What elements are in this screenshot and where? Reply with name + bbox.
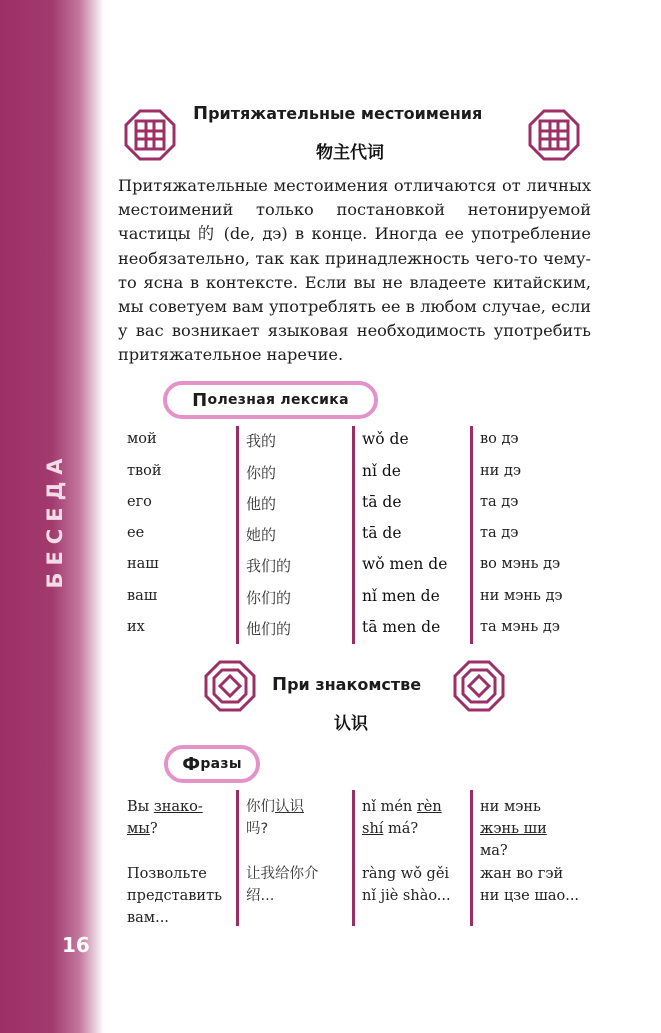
phrase-reading: ни мэнь жэнь ши ма? xyxy=(480,799,547,859)
table-cell-reading: ни дэ xyxy=(480,463,521,479)
table-cell-reading: та мэнь дэ xyxy=(480,619,560,635)
ornament-left-icon xyxy=(124,109,176,161)
ornament-right-icon xyxy=(453,660,505,712)
table-cell-cn: 我们的 xyxy=(246,557,292,575)
table-cell-pinyin: nǐ men de xyxy=(362,587,440,605)
table-cell-ru: твой xyxy=(127,463,162,479)
table-cell-cn: 你们的 xyxy=(246,589,292,607)
phrase-pinyin: ràng wǒ gěi nǐ jiè shào... xyxy=(362,866,451,904)
phrase-ru: Вы знако- мы? xyxy=(127,799,203,837)
table-cell-ru: ее xyxy=(127,525,145,541)
table-cell-reading: та дэ xyxy=(480,494,519,510)
table-cell-reading: та дэ xyxy=(480,525,519,541)
table-divider xyxy=(470,426,473,644)
table-cell-cn: 他们的 xyxy=(246,620,292,638)
section-title: Притяжательные местоимения xyxy=(193,103,483,124)
table-cell-reading: ни мэнь дэ xyxy=(480,588,563,604)
table-cell-pinyin: wǒ de xyxy=(362,430,409,448)
phrase-ru: Позвольте представить вам... xyxy=(127,866,222,926)
table-cell-pinyin: tā de xyxy=(362,524,402,542)
table-divider xyxy=(236,790,239,926)
table-cell-cn: 你的 xyxy=(246,464,277,482)
table-cell-cn: 我的 xyxy=(246,432,277,450)
table-divider xyxy=(352,426,355,644)
section-title-cn: 物主代词 xyxy=(316,143,384,163)
table-cell-ru: их xyxy=(127,619,145,635)
table-cell-reading: во дэ xyxy=(480,431,519,447)
table-cell-cn: 他的 xyxy=(246,495,277,513)
ornament-left-icon xyxy=(204,660,256,712)
table-cell-ru: его xyxy=(127,494,152,510)
vocab-label: П олезная лексика xyxy=(163,381,378,419)
table-cell-cn: 她的 xyxy=(246,526,277,544)
table-cell-reading: во мэнь дэ xyxy=(480,556,561,572)
section-label: БЕСЕДА xyxy=(43,451,67,589)
phrase-cn: 你们认识 吗? xyxy=(246,799,304,837)
ornament-right-icon xyxy=(528,109,580,161)
page-number: 16 xyxy=(62,933,90,957)
table-cell-pinyin: tā men de xyxy=(362,618,441,636)
section-title: При знакомстве xyxy=(272,674,422,695)
table-cell-ru: ваш xyxy=(127,588,158,604)
section-title-cn: 认识 xyxy=(334,714,368,734)
table-cell-pinyin: nǐ de xyxy=(362,462,401,480)
table-cell-ru: наш xyxy=(127,556,159,572)
table-cell-pinyin: wǒ men de xyxy=(362,555,448,573)
table-divider xyxy=(470,790,473,926)
table-cell-pinyin: tā de xyxy=(362,493,402,511)
phrase-pinyin: nǐ mén rèn shí má? xyxy=(362,799,442,837)
phrase-cn: 让我给你介 绍... xyxy=(246,866,319,904)
phrases-label: Ф разы xyxy=(164,745,260,783)
intro-paragraph: Притяжательные местоимения отличаются от личных местоимений только постановкой нетонируемой частицы 的 (de, дэ) в конце. Иногда ее употребление необязательно, так как принадлежность чего-то чему-то ясна в контексте. Если вы не владеете китайским, мы советуем вам употреблять ее в любом случае, если у вас возникает языковая необходимость употребить притяжательное наречие. xyxy=(118,176,591,365)
phrase-reading: жан во гэй ни цзе шао... xyxy=(480,866,580,904)
table-cell-ru: мой xyxy=(127,431,157,447)
table-divider xyxy=(352,790,355,926)
table-divider xyxy=(236,426,239,644)
